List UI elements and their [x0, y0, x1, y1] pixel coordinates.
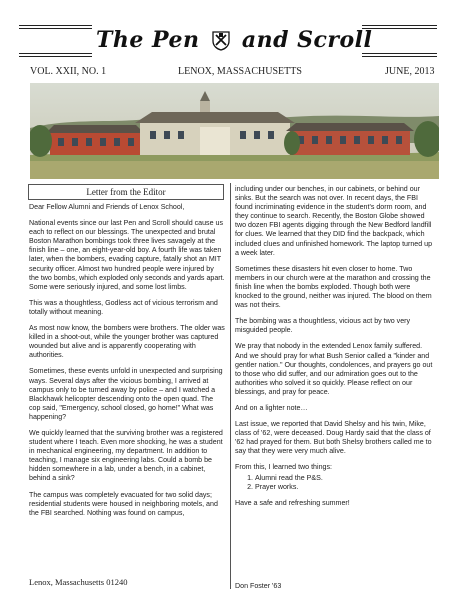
letter-right-column [235, 185, 435, 515]
learned-list [245, 474, 435, 492]
masthead-title [96, 26, 373, 54]
title-part-1: The Pen [96, 27, 200, 53]
letter-paragraph: The bombing was a thoughtless, vicious act by two very misguided people. [235, 317, 411, 335]
editor-signoff: Don Foster '63 [235, 582, 282, 590]
edition-date: JUNE, 2013 [385, 66, 435, 77]
letter-paragraph: Last issue, we reported that David Shelsy and his twin, Mike, class of '62, were deceased. Doug Hardy said that the class of '62 had prayed for them. But both Shelsy brothers called me to say that they were very much alive. [235, 420, 432, 456]
letter-paragraph: We quickly learned that the surviving brother was a registered student where I teach. Even more shocking, he was a student in mechanical engineering, my department. In addition to teaching, I manage six engineering labs. Could a bomb be hidden somewhere in a lab, under a bench, in a cabinet, behind a sink? [29, 428, 223, 483]
letter-paragraph: National events since our last Pen and Scroll should cause us each to reflect on our blessings. The unexpected and brutal Boston Marathon bombings took three lives savagely at the finish line – one, an eight-year-old boy. A fourth life was taken later, when the bombers, evading capture, fatally shot an MIT security officer. Almost two hundred people were injured by the two bombs, which exploded only seconds and yards apart. Some were seriously injured, and some lost limbs. [29, 219, 225, 291]
letter-paragraph: As most now know, the bombers were brothers. The older was killed in a shoot-out, while the younger brother was captured wounded but alive and is apparently cooperating with authorities. [29, 324, 225, 360]
letter-paragraph: And on a lighter note… [235, 403, 308, 412]
letter-paragraph: Dear Fellow Alumni and Friends of Lenox School, [29, 203, 185, 211]
letter-paragraph: Sometimes, these events unfold in unexpected and surprising ways. Several days after the vicious bombing, I arrived at campus only to be turned away by police – and I watched a Blackhawk helicopter descending onto the open quad. The cop said, "Emergency, school closed, go home!" What was happening? [29, 367, 223, 421]
edition-place: LENOX, MASSACHUSETTS [178, 66, 302, 77]
title-part-2: and Scroll [241, 27, 373, 53]
letter-paragraph: including under our benches, in our cabinets, or behind our sinks. But the search was not over. In recent days, the FBI found incriminating evidence in the student's dorm room, and they continue to search. Recently, the Boston Globe showed two dozen FBI agents digging through the New Bedford landfill for clues. We learned that they DID find the backpack, which included clues and unfinished homework. The laptop turned up a week later. [235, 185, 433, 257]
letter-paragraph: From this, I learned two things: [235, 463, 332, 472]
school-address: Lenox, Massachusetts 01240 [29, 577, 128, 587]
letter-left-column [29, 203, 225, 525]
letter-paragraph: We pray that nobody in the extended Lenox family suffered. And we should pray for what Bush Senior called a "kinder and gentler nation." Our thoughts, condolences, and prayers go out to those who did suffer, and our admiration goes out to the authorities who solved it so quickly. Please reflect on our blessings, and pray for peace. [235, 342, 433, 396]
crest-icon [212, 31, 230, 51]
campus-illustration [30, 83, 439, 179]
letter-paragraph: This was a thoughtless, Godless act of vicious terrorism and totally without meaning. [29, 298, 218, 316]
column-divider [230, 183, 231, 589]
list-item: 2. Prayer works. [255, 483, 435, 492]
list-item: 1. Alumni read the P&S. [255, 474, 435, 483]
letter-heading: Letter from the Editor [28, 184, 224, 200]
letter-paragraph: Sometimes these disasters hit even closer to home. Two members in our church were at the marathon and crossing the finish line when the bombs exploded. Though both were knocked to the ground, neither was injured. The blood on them was not theirs. [235, 264, 432, 310]
closing-line: Have a safe and refreshing summer! [235, 498, 350, 507]
letter-paragraph: The campus was completely evacuated for two solid days; residential students were housed in neighboring motels, and the FBI searched. Nothing was found on campus, [29, 490, 218, 517]
edition-volume: VOL. XXII, NO. 1 [30, 66, 107, 77]
